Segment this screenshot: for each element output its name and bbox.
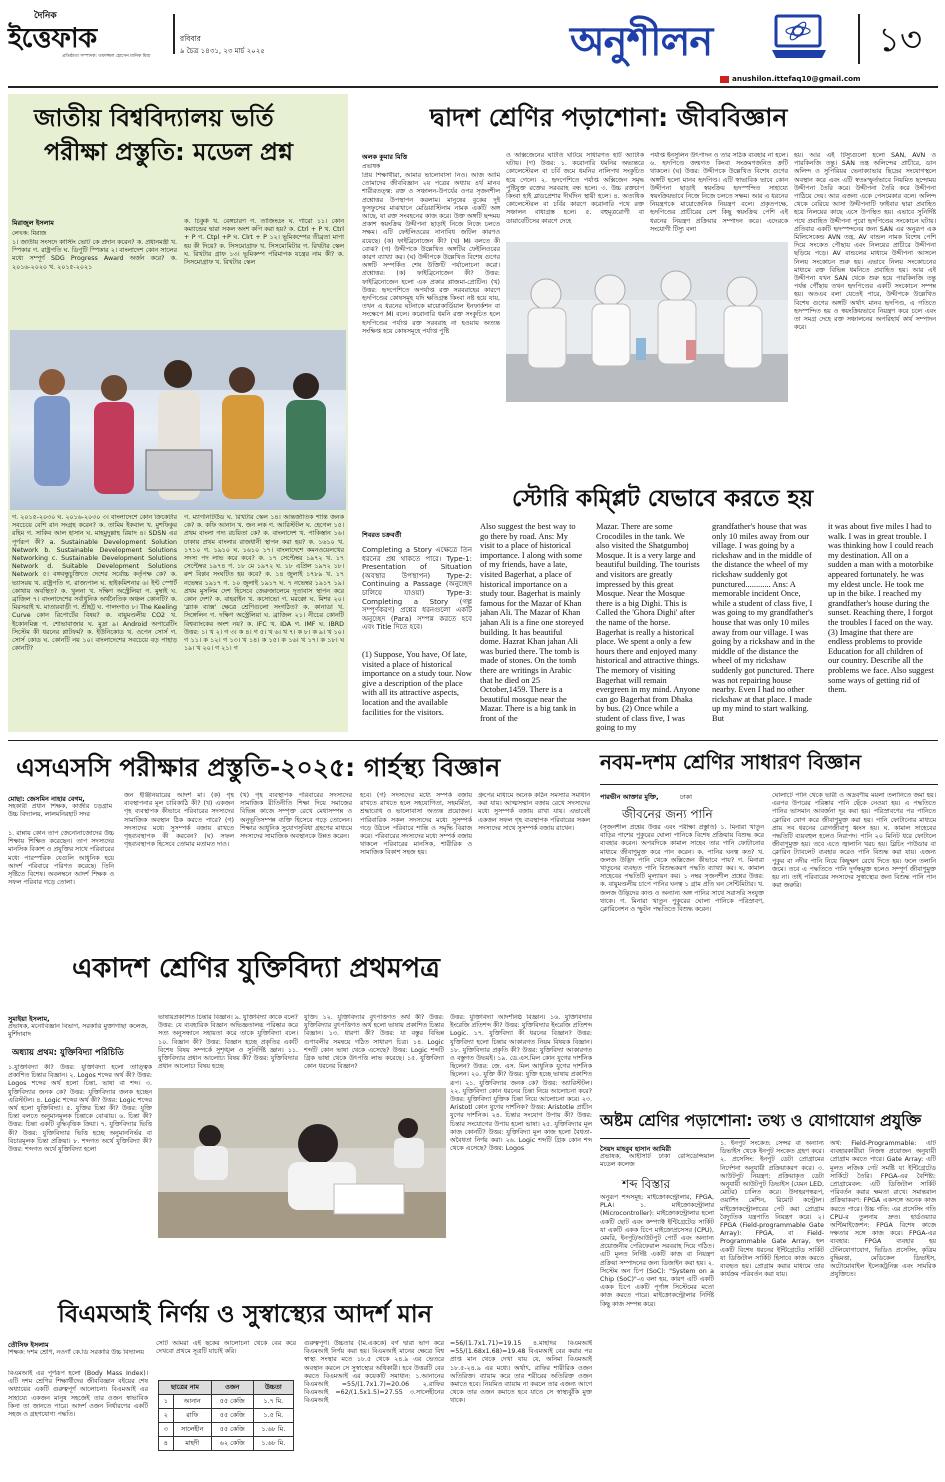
table-cell: ১.৫ মি. — [253, 1409, 293, 1423]
ssc-home-headline: এসএসসি পরীক্ষার প্রস্তুতি-২০২৫: গার্হস্থ্য বিজ্ঞান — [16, 753, 501, 782]
bmi-col2: সেটি আমরা এই ছকের আলোচনা থেকে বের করে দেখবো প্রথমে সূত্রটি যাচাই করি। — [156, 1340, 296, 1356]
logic-author-role: প্রভাষক, মনোবিজ্ঞান বিভাগ, সরকারি মুক্তাগাছা কলেজ, মুর্শিদাবাদ — [8, 1023, 148, 1039]
section-rule-1 — [8, 740, 938, 741]
bmi-author-role: শিক্ষক: দশম শ্রেণি, নওগাঁ কে.ডি সরকারি উচ্চ বিদ্যালয় — [8, 1349, 144, 1356]
science-headline: নবম-দশম শ্রেণির সাধারণ বিজ্ঞান — [600, 750, 862, 774]
table-cell: মাহদী — [173, 1437, 211, 1451]
table-cell: ২ — [159, 1409, 174, 1423]
logic-chapter: অধ্যায় প্রথম: যুক্তিবিদ্যা পরিচিতি — [12, 1048, 124, 1058]
lab-students-illustration — [506, 242, 788, 402]
paper-tagline: প্রতিষ্ঠাতা সম্পাদক: তফাজ্জল হোসেন মানিক মিয়া — [62, 54, 151, 59]
story-col3: Mazar. There are some Crocodiles in the tank. We also visited the Shatgumboj Mosque. It is a very large and beautiful building. The tourists and visitors are greatly impressed by this great Mosque. Near the Mosque there is a big Dighi. This is Called the 'Ghora Dighi' after the name of the horse. Bagerhat is really a historical place. We spent a only a few hours there and enjoyed many historical and attractive things. The memory of visiting Bagerhat will remain evergreen in my mind. Anyone can go Bagerhat from Dhaka by bus. (2) Once while a student of class five, I was going to my — [596, 522, 700, 733]
story-q1: (1) Suppose, You have, Of late, visited a place of historical importance on a study tour. Now give a description of the place with all its attractive aspects, location and the available facilities for the visitors. — [362, 650, 472, 717]
ict-headline-rule — [600, 1138, 750, 1139]
table-cell: ৫৫ কেজি — [211, 1395, 253, 1409]
table-row — [159, 1423, 294, 1437]
paper-brand: ইত্তেফাক — [8, 23, 97, 54]
biology-author: অলক কুমার মিত্তি — [362, 153, 408, 161]
biology-photo-caption-text — [506, 404, 788, 484]
table-cell: ৩ — [159, 1423, 174, 1437]
admission-col2-top: ক. চিকুর্ক খ. বেঙ্গচারণ গ. তাজিংডং ঘ. গারো ১১। কোন কম্যান্ডের দ্বারা সকল অংশ কপি করা হয়? ক. Ctrl + P খ. Ctrl + P গ. Ctpl +P ঘ. Clrt + P ১২। ভূমিকম্পের তীব্রতা মাপা হয় কী দিয়ে? ক. সিসমোগ্রাফ খ. সিসমোমিটার গ. রিখটার স্কেল ঘ. রিখটার গ্রাফ ১৩। ভূমিকম্প পরিমাপক যন্ত্রের নাম কী? ক. সিসমোগ্রাফ খ. রিখটার স্কেল — [184, 218, 344, 267]
page-number-divider — [858, 14, 860, 64]
science-author-role: ঢাকা — [680, 793, 692, 801]
admission-col1-bottom: গ. ২০১৫-২০৩০ ঘ. ২০১৬-২০৩০ ৩। বাংলাদেশে কোন ক্রিকেটার সবচেয়ে বেশি রান সংগ্রহ করেন? ক. তামিম ইকবাল খ. মুশফিকুর রহিম গ. সাকিব আল হাসান ঘ. মাহমুদুল্লাহ রিয়াদ ৪। SDSN এর পূর্ণরূপ কী? a. Sustainable Development Solution Network b. Sustainable Development Solutions Networking c. Sustainable Development Solutions Network d. Suitable Development Solutions Network ৫। বঙ্গবন্ধুচুক্তিতে দেশের সর্বোচ্চ কর্তৃপক্ষ কে? ক. ভ্যাসরয় খ. রাষ্ট্রপতি গ. রাজ্যপাল ঘ. হাইকমিশনার ৬। ইন্ট স্পোর্ট কোথায় অবস্থিত? ক. খুলনা খ. দক্ষিণ অস্ট্রেলিয়া গ. মুম্বাই ঘ. ব্রাজিল ৭। বাংলাদেশের সর্বাধুনিক অর্থনৈতিক অঞ্চল কোনটি? ক. মিরসরাই খ. মাতারবাড়ী গ. শ্রীহট্ট ঘ. পালংগাও ৮। The Keeling Curve কোন রিপোর্টের বিষয়? ক. বায়ুমণ্ডলীয় CO2 খ. ইকোনমিক্স গ. শোভাবাজার ঘ. মুদ্রা ৯। Android অপারেটিং সিস্টেম কী ধরনের প্লাটফর্ম? ক. ইউনিকোড খ. ওপেন সোর্স গ. সোর্স কোড ঘ. কোনটি নয় ১০। বাংলাদেশের সবচেয়ে বড় পাহাড় কোনটি? — [12, 514, 177, 653]
biology-lab-photo — [506, 242, 788, 402]
bmi-col4: =56/(1.7x1.71)=19.15 ৪.মাহদির বিএমআই =55/(1.68x1.68)=19.48 বিএমআই বের করার পর প্রাপ্ত মান থেকে দেখা যায় যে, অনিমা বিএমআই ১৮.৫-২৪.৯ এর মধ্যে। অর্থাৎ, রাফির শারীরিক ওজন অতিরিক্ত। ব্যায়াম করে তার শরীরের অতিরিক্ত ওজন কমাতে হবে। নিয়মিত ব্যায়াম না করলে তার এজন্য আগে থেকে তার ওজন কমাতে হবে যাতে সে স্বাস্থ্যঝুঁকি মুক্ত থাকে। — [450, 1340, 592, 1405]
biology-author-role: প্রভাষক — [362, 163, 381, 170]
ssc-home-col1: ১. রান্নায় কোন তাপ জেনোনাজোদের উচ্চ শিক্ষায় শিক্ষিত করেছেন। তাপ সদস্যদের মানসিক বিকাশ ও প্রযুক্তির সাথে পরিবারের মধ্যে পারস্পরিক যেগুলি আধুনিক হয়ে আদর্শ পরিবারে পরিণত করেছে। তিনি সৃষ্টিতে বিশেষ। অবলম্বনে আদর্শ শিক্ষক ও সফল পরিবার গড়ে তোলা। — [8, 830, 114, 887]
biology-headline: দ্বাদশ শ্রেণির পড়াশোনা: জীববিজ্ঞান — [430, 103, 788, 132]
logic-col2: ভাষায়প্রকাশিত চিন্তার বিজ্ঞান। ৯. যুক্তিবিদ্যা কাকে বলে? উত্তর: যে ব্যবহারিক বিজ্ঞান অভিজ্ঞতালব্ধ পরিষ্কার করে সত্য অনুসন্ধানে সহায়তা করে তাকে যুক্তিবিদ্যা বলে। ১০. বিজ্ঞান কী? উত্তর: বিজ্ঞান হচ্ছে প্রকৃতির একটি বিশেষ বিষয় সম্পর্কে সুশৃঙ্খল ও সুনির্দিষ্ট জ্ঞান। ১১. যুক্তিবিদ্যার প্রধান আলোচ্য বিষয় কী? উত্তর: যুক্তিবিদ্যার প্রধান আলোচ্য বিষয় হচ্ছে — [158, 1014, 298, 1071]
admission-author-role: লেখক: মিরাজ — [12, 230, 47, 237]
story-author: শিবরত চক্রবর্তী — [362, 531, 402, 539]
biology-col3: পর্যাপ্ত ইনসুলিন উৎপাদন ও তার সঠিক ব্যবহার না হলে। ৬. হৃদপিণ্ডে জন্মগত কিংবা সংক্রমণজনিত ক্রটি থাকলে। (ঘ) উত্তর: উদ্দীপকে উল্লেখিত বিশেষ গুণের অঙ্গটি হলো মানব হৃদপিণ্ড। এটি স্বাভাবিক ভাবে কোন উদ্দীপনা ছাড়াই স্বয়ংক্রিয় হৃদস্পন্দিত সাহায্যে স্বয়ংক্রিয়ভাবে নিজে নিজে চলতে সক্ষম। আর এ ধরনের নিয়ন্ত্রণকে মায়োজেনিক নিয়ন্ত্রণ বলে। প্রকৃতপক্ষে, হৃদপিণ্ডের প্রাচীরের বেশ কিছু স্বয়ংক্রিয় পেশি এই ধরনের নিয়ন্ত্রণ প্রক্রিয়ার সম্পাদন করে। এদেরকে সংযোগী টিস্যু বলা — [650, 152, 788, 233]
science-author: পারভীন আক্তার মুক্তি, — [600, 793, 659, 801]
table-cell: ১ — [159, 1395, 174, 1409]
bmi-table-header-row — [159, 1381, 294, 1395]
ict-col1: অনুরূপ শব্দসমূহ: মাইক্রোকন্ট্রোলার, FPGA, PLA। ১. মাইক্রোকন্ট্রোলার (Microcontroller): মাইক্রোকন্ট্রোলার হলো একটি ছোট এবং কম্প্যাক্ট ইন্টিগ্রেটেড সার্কিট যা একটি একক চিপে মাইক্রোপ্রসেসর (CPU), মেমরি, ইনপুট/আউটপুট পোর্ট এবং অন্যান্য প্রয়োজনীয় পেরিফেরাল সরবরাহ দিয়ে গঠিত। এটি মূলত নির্দিষ্ট একটি কাজ বা নিয়ন্ত্রণ প্রক্রিয়া সম্পাদনের জন্য ডিজাইন করা হয়। ২. সিস্টেম অন চিপ (SoC): "System on a Chip (SoC)"-এ বলা হয়, কারণ এটি একটি একক চিপে একটি পূর্ণাঙ্গ সিস্টেমের মতো কাজ করতে পারে। মাইক্রোকন্ট্রোলার নির্দিষ্ট কিছু কাজ সম্পন্ন করে। — [600, 1194, 714, 1308]
exam-hall-illustration — [158, 1088, 446, 1238]
table-cell: ১.৭ মি. — [253, 1395, 293, 1409]
story-col5: it was about five miles I had to walk. I was in great trouble. I was thinking how I could reach my destination. All on a sudden a man with a motorbike appeared fortunately. he was my eldest uncle. He took me up in the bike. I reached my grandfather's house during the sunset. Reaching there, I forgot the troubles I faced on the way. (3) Imagine that there are endless problems to provide Education for all children of our country. Describe all the problems we face. Also suggest some ways of getting rid of them. — [828, 522, 934, 695]
story-col4: grandfather's house that was only 10 miles away from our village. I was going by a rickshaw and in the middle of the distance the wheel of my rickshaw suddenly got punctured............ Ans: A memorable incident Once, while a student of class five, I was going to my grandfather's house that was only 10 miles away from our village. I was going by a rickshaw and in the middle of the distance the wheel of my rickshaw suddenly got punctured. There was not repairing house nearby. Even I had no other rickshaw at that place. I made up my mind to start walking. But — [712, 522, 815, 723]
section-title: অনুশীলন — [570, 18, 713, 65]
bmi-table-header: ছাত্রের নাম — [159, 1381, 212, 1395]
logic-exam-photo — [158, 1088, 446, 1238]
ssc-home-col5: গ্রুপের মাধ্যমে অনেক কঠিন সমস্যার সমাধান করা যায়। আত্মসম্মান বজায় রেখে সদস্যদের মধ্যে সুসম্পর্ক বজায় রাখা যায়। এভাবেই একজন সফল গৃহ ব্যবস্থাপক পরিবারের সকল সদস্যদের সাথে সুসম্পর্ক বজায় রাখেন। — [478, 792, 590, 832]
laptop-science-icon — [770, 12, 828, 62]
story-article — [358, 478, 938, 738]
masthead — [0, 0, 945, 84]
table-cell: ৬২ কেজি — [211, 1437, 253, 1451]
ict-subhead: শব্দ বিস্তার — [622, 1177, 671, 1191]
admission-headline-line1: জাতীয় বিশ্ববিদ্যালয় ভর্তি — [34, 104, 274, 132]
ssc-home-author-role: সহকারী প্রধান শিক্ষক, কাজীর চড়গ্রাম উচ্চ বিদ্যালয়, লালমনিরহাট সদর — [8, 803, 112, 819]
story-headline: স্টোরি কম্প্লিট যেভাবে করতে হয় — [512, 486, 814, 512]
bmi-author: তৌসিফ ইসলাম — [8, 1341, 49, 1349]
ict-col2: ১. ইনপুট সংকেত: সেন্সর বা অন্যান্য ডিভাইস থেকে ইনপুট সংকেত গ্রহণ করে। ২. প্রসেসিং: ইনপুট ডেটা প্রোগ্রামের নির্দেশনা অনুযায়ী প্রক্রিয়াকরণ করে। ৩. আউটপুট নিয়ন্ত্রণ: প্রক্রিয়াকৃত ডেটা অনুযায়ী আউটপুট ডিভাইস (যেমন LED, মোটর) চালিত করে। উদাহরণস্বরূপ, ওয়াশিং মেশিন, রিমোট কন্ট্রোল। মাইক্রোকন্ট্রোলারের পেট করা প্রোগ্রাম বৈদ্যুতিক যন্ত্রপাতি নিয়ন্ত্রণ করে। ২। FPGA (Field-programmable Gate Array): FPGA, বা Field-Programmable Gate Array, হল একটি বিশেষ ধরনের ইন্টিগ্রেটেড সার্কিট যা ডিজিটাল সার্কিট হিসাবে কাজ করতে ব্যবহৃত হয়। প্রোগ্রাম করার মাধ্যমে তার কার্যক্রম পরিবর্তন করা যায়। — [720, 1140, 824, 1279]
ssc-home-article — [8, 744, 593, 940]
bmi-table — [158, 1380, 294, 1451]
admission-panel — [8, 94, 348, 732]
issue-day: রবিবার — [180, 34, 201, 43]
admission-author: মিরাজুল ইসলাম — [12, 219, 54, 227]
bmi-headline: বিএমআই নির্ণয় ও সুস্বাস্থ্যের আদর্শ মান — [58, 1300, 433, 1328]
logic-col3: যুক্তি। ১২. যুক্তিবিদ্যার বুৎপত্তিগত অর্থ কী? উত্তর: যুক্তিবিদ্যার বুৎপত্তিগত অর্থ হলো ভাষায় প্রকাশিত চিন্তার বিজ্ঞান। ১৩. ধারণা কী? উত্তর: যা বস্তুর বিভিন্ন গুণাবলীর সমন্বয়ে গঠিত সাধারণ চিত্র। ১৪. Logic শব্দটি কোন ভাষা থেকে এসেছে? উত্তর: Logic শব্দটি গ্রিক ভাষা থেকে উৎপত্তি লাভ করেছে। ১৫. যুক্তিবিদ্যা কোন ধরনের বিজ্ঞান? — [304, 1014, 444, 1071]
bmi-col1: বিএমআই এর পূর্ণরূপ হলো (Body Mass Index)। এটি দশম শ্রেণির শিক্ষার্থীদের জীববিজ্ঞান বইয়ের শেষ অধ্যায়ের একটি গুরুত্বপূর্ণ আলোচনা। বিএমআই এর সাহায্যে একজন মানুষ সহজেই তার ওজন স্বাভাবিক কিনা তা জানতে পারে। আদর্শ ওজন নির্ধারণের একটি সহজ ও গ্রহণযোগ্য পদ্ধতি। — [8, 1370, 148, 1419]
table-cell: আনান — [173, 1395, 211, 1409]
paper-brand-small: দৈনিক — [34, 11, 57, 21]
ict-author-role: প্রভাষক, আইসিটি ঢাকা রেসিডেন্সিয়াল মডেল কলেজ — [600, 1153, 714, 1169]
table-cell: ১.৬৮ মি. — [253, 1423, 293, 1437]
biology-col4: হয়। আর এই টিস্যুগুলো হলো SAN, AVN ও পারকিনজি তন্তু। SAN তন্ত্র অলিন্দের প্রাচীরে, ডান অলিন্দ ও সুপিরিয়র ভেনাক্যাভার ছিদ্রের সংযোগস্থলে অবস্থান করে এবং এটি স্বতঃস্ফূর্তভাবে নিয়মিত ছন্দোময় উদ্দীপনা তৈরি করে। উদ্দীপনা তৈরি করে উদ্দীপনা পাঠিয়ে দেয়। আর এজন্য একে পেসমেকার বলে। অলিন্দ থেকে বেরিয়ে আসা উদ্দীপনাটি ফাইবার দ্বারা প্রবাহিত হয়ে নিলয়ের কাছে এসে উপস্থিত হয়। এভাবে সুনির্দিষ্ট পথে প্রবাহিত উদ্দীপনা পুরো হৃদপিণ্ডের সংকোচন ঘটায়। প্রতিবার একটি হৃদস্পন্দনের জন্য SAN এর অনুরূপ এক মিলিসেকেন্ড AVN তন্ত্র, AV বান্ডল নামক বিশেষ পেশি দিয়ে সংকেত পৌছায় এবং নিলয়ের প্রাচীরে উদ্দীপনা ছড়িয়ে পড়ে। AV বান্ডলের মাধ্যমে উদ্দীপনা আসলে নিলয় সংকোচন শুরু হয়। এভাবে নিলয় সংকোচনের মাধ্যমে রক্ত বিভিন্ন ধমনিতে প্রবাহিত হয়। আর এই উদ্দীপনা যখন SAN থেকে শুরু হয়ে পারকিনজি তন্তু পর্যন্ত পৌঁছায় তখন হৃদপিণ্ডের একটি সংকোচন সম্পন্ন হয়। অতএব বলা যেতেই পারে, উদ্দীপকে উল্লেখিত বিশেষ গুণের অঙ্গটি অর্থাৎ মানব হৃদপিণ্ড, এ গতিতে হৃদস্পন্দিত হয় ও স্বয়ংক্রিয়ভাবে নিয়ন্ত্রণ করে চলে এবং তা সমগ্র দেহে রক্ত সঞ্চালনের অপরিহার্য কার্য সম্পাদন করে। — [794, 152, 936, 332]
bmi-col3: গুরুত্বপূর্ণ। উচ্চতার (মি.এককে) বর্গ দ্বারা ভাগ করে বিএমআই নির্ণয় করা হয়। বিএমআই মানের ক্ষেত্রে বিশ্ব স্বাস্থ্য সংস্থার মতে ১৮.৫ থেকে ২৪.৯ এর ভেতরে অবস্থান করলে সে সুস্বাস্থ্যের অধিকারী। হবে উত্তরটি বের করতে বিএমআই এর কয়েকটি সমাধান: ১.আনানের বিএমআই =55/(1.7x1.7)=20.06 ২.রাফির বিএমআই =62/(1.5x1.5)=27.55 ৩.সালেহীনের বিএমআই — [304, 1340, 444, 1405]
science-headline-rule — [600, 784, 938, 785]
bmi-table-header: ওজন — [211, 1381, 253, 1395]
table-cell: ৫৫ কেজি — [211, 1423, 253, 1437]
admission-students-photo — [10, 330, 346, 510]
masthead-bottom-rule — [8, 86, 938, 88]
logic-headline: একাদশ শ্রেণির যুক্তিবিদ্যা প্রথমপত্র — [72, 953, 440, 984]
science-col2: ঘোলাটে পানি থেকে ভারী ও অদ্রবণীয় ময়লা তলানিতে জমা হয়। এরপর উপরের পরিষ্কার পানি ছেঁকে নেওয়া হয়। এ পদ্ধতিতে পানির ভাসমান আবর্জনা দূর করা হয়। পরিস্রাবণের পর পানিতে ক্লোরিন যোগ করে জীবাণুমুক্ত করা হয়। পানি ফোটানোর মাধ্যমে প্রায় সব ধরনের রোগজীবাণু ধ্বংস হয়। ঘ. কামাল সাহেবের পদ্ধতিটি ব্যয়বহুল হলেও নিরাপদ। পানি ২০ মিনিট ধরে ফোটালে জীবাণুমুক্ত হয়। তবে এতে জ্বালানি খরচ হয়। ব্লিচিং পাউডার বা ক্লোরিন ট্যাবলেট ব্যবহার করেও পানি বিশুদ্ধ করা যায়। এজন্য পুকুর বা নদীর পানি নিয়ে কিছুক্ষণ রেখে দিতে হয়। ফলে তলানি জমে। তবে এ পদ্ধতিতে পানি দুর্গন্ধমুক্ত হলেও সম্পূর্ণ জীবাণুমুক্ত হয় না। তাই পরিবারের সদস্যদের সুস্বাস্থ্যের জন্য বিশুদ্ধ পানি পান করা জরুরি। — [772, 792, 936, 890]
biology-col1: প্রিয় শিক্ষার্থীরা, আমার ভালোবাসা নিও। আজ আমি তোমাদের জীববিজ্ঞান ২য় পত্রের অধ্যায় ৪র্থ মানব শারীরতত্ত্ব: রক্ত ও সঞ্চালন-উপর্যের ওপর সৃজনশীল প্রশ্নোত্তর উপস্থাপন করলাম। মানুষের বুকের দুই ফুসফুসের মাঝখানে মেডিয়াস্টিনাম নামক একটি অঙ্গ আছে, যা রক্ত সংবহনের কাজ করে। উক্ত অঙ্গটি ছন্দময় প্রকাশ স্বয়ংক্রিয় উদ্দীপনা ছাড়াই নিজে নিজে চলতে সক্ষম। এটি ফেইলিওরের নানাবিধ জটিল কারণও রয়েছে। (ক) ফাইব্রিনোজেন কী? (খ) MI বলতে কী বোঝ? (গ) উদ্দীপকে উল্লেখিত অঙ্গটির ফেইলিওরের কারণ ব্যাখ্যা কর। (ঘ) উদ্দীপকে উল্লেখিত বিশেষ গুণের অঙ্গটি সম্পর্কিত শেষ উক্তিটি পর্যালোচনা করো। প্রশ্নোত্তর: (ক) ফাইব্রিনোজেন কী? উত্তর: ফাইব্রিনোজেন হলো এক প্রকার প্লাজমা-প্রোটিন। (খ) উত্তর: হৃদপেশিতে অপর্যাপ্ত রক্ত সরবরাহের কারণে হৃদপিণ্ডের কোষসমূহ যদি ক্ষতিগ্রস্ত কিংবা নষ্ট হয়ে যায়, তখন এ ধরনের ঘটনাকে মায়োকার্ডিয়াল ইনফার্কশন বা সংক্ষেপে MI বলে। করোনারি ধমনি রক্ত সংকুচিত হলে হৃদপিণ্ডের পর্যাপ্ত রক্ত সরবরাহ না হওয়ায় অত্যন্ত সংক্ষিপ্ত হয়ে কোষসমূহে পর্যাপ্ত পুষ্টি — [362, 172, 500, 335]
biology-col2: ও অক্সিজেনের ঘাটতি ঘটিয়ে সাধারণত হার্ট অ্যাটাক ঘটায়। (গ) উত্তর: ১. করোনারি ধমনির অভ্যন্তরে কোলেস্টেরল বা চর্বি জমে ধমনির নালিপথ সংকুচিত হয়ে গেলে। ২. হৃদপেশিতে পর্যাপ্ত অক্সিজেন সমৃদ্ধ পুষ্টিযুক্ত রক্তের সরবরাহ বন্ধ হলে। ৩. উচ্চ রক্তচাপ কিংবা হাই ব্লাডপ্রেশার দীর্ঘদিন স্থায়ী হলে। ৪. অত্যধিক কোলেস্টেরল বা চর্বির কারণে করোনারি পথে রক্ত সঞ্চালন বাধাগ্রস্ত হলে। ৫. বহুমূত্ররোগী বা ডায়াবেটিসের কারণে দেহে — [506, 152, 644, 225]
table-cell: ৪ — [159, 1437, 174, 1451]
page-number: ১৩ — [878, 20, 923, 60]
bmi-table-header: উচ্চতা — [253, 1381, 293, 1395]
email-icon — [720, 76, 729, 83]
issue-date: ৯ চৈত্র ১৪৩১, ২৩ মার্চ ২০২৫ — [180, 47, 265, 55]
table-cell: ১.৬৮ মি. — [253, 1437, 293, 1451]
admission-headline-line2: পরীক্ষা প্রস্তুতি: মডেল প্রশ্ন — [44, 138, 294, 166]
story-col2: Also suggest the best way to go there by road. Ans: My visit to a place of historical importance. I along with some of my friends, have a late, visited Bagerhat, a place of historical importance on a study tour. Bagerhat is mainly famous for the Mazar of Khan jahan Ali. The Mazar of Khan jahan Ali is a fine one storeyed building. It has beautiful dome. Hazrat Khan jahan Ali was buried there. The tomb is made of stones. On the tomb there are writings in Arabic that he died on 25 October,1459. There is a beautiful mosque near the Mazar. There is a big tank in front of the — [480, 522, 584, 723]
logic-col1: ১.যুক্তিবিদ্যা কী? উত্তর: যুক্তিবিদ্যা হলো তাত্ত্বিক প্রকাশিত চিন্তার বিজ্ঞান। ২. Logos শব্দের অর্থ কী? উত্তর: Logos শব্দের অর্থ হলো চিন্তা, ভাষা বা শব্দ। ৩. যুক্তিবিদ্যার জনক কে? উত্তর: যুক্তিবিদ্যার জনক হচ্ছেন এরিস্টটল। ৪. Logic শব্দের অর্থ কী? উত্তর: Logic শব্দের অর্থ হলো যুক্তিবিদ্যা। ৫. যুক্তির চিন্তা কী? উত্তর: যুক্তি চিন্তা বলতে অনুমানমূলক চিন্তাকে বোঝায়। ৬. চিন্তা কী? উত্তর: চিন্তা একটি বুদ্ধিবৃত্তিক ক্রিয়া। ৭. যুক্তিবিদ্যার ভিত্তি কী? উত্তর: যুক্তিবিদ্যার ভিত্তি হচ্ছে অনুমাননির্ভর বা বিচারমূলক চিন্তা প্রক্রিয়া। ৮. শব্দগত অর্থে যুক্তিবিদ্যা কী? উত্তর: শব্দগত অর্থে যুক্তিবিদ্যা হলো — [8, 1064, 152, 1154]
logic-article — [8, 942, 593, 1292]
logic-col4: উত্তর: যুক্তিবিদ্যা আদর্শনিষ্ঠ বিজ্ঞান। ১৬. যুক্তিবিদ্যার ইংরেজি প্রতিশব্দ কী? উত্তর: যুক্তিবিদ্যার ইংরেজি প্রতিশব্দ Logic. ১৭. যুক্তিবিদ্যা কী ধরনের বিজ্ঞান? উত্তর: যুক্তিবিদ্যা হলো চিন্তার আকারগত নিয়ম বিষয়ক বিজ্ঞান। ১৮. যুক্তিবিদ্যার প্রকৃতি কী? উত্তর: যুক্তিবিদ্যা আকারগত ও বস্তুগত উভয়ই। ১৯. ডে.এস.মিল কোন যুগের দার্শনিক ছিলেন? উত্তর: জে. এস. মিল আধুনিক যুগের দার্শনিক ছিলেন। ২০. যুক্তি কী? উত্তর: যুক্তি হচ্ছে ভাষায় প্রকাশিত রূপ। ২১. যুক্তিবিদ্যার জনক কে? উত্তর: অ্যারিস্টটল। ২২. যুক্তিবিদ্যা কোন ধরনের চিন্তা নিয়ে আলোচনা করে? উত্তর: যুক্তিবিদ্যা যুক্তিক চিন্তা নিয়ে আলোচনা করে। ২৩. Aristotl কোন যুগের দার্শনিক? উত্তর: Aristotle প্রাচীন যুগের দার্শনিক। ২৪. চিন্তার সংযোগ উপায় কী? উত্তর: চিন্তার সংযোগের উপায় হলো ভাষা। ২৫. যুক্তিবিদ্যার মূল কাজ কোনটি? উত্তর: যুক্তিবিদ্যা মূল কাজ হলো বৈধতা-অবৈধতা নির্ণয় করা। ২৬. Logic শব্দটি গ্রিক কোন শব্দ থেকে এসেছে? উত্তর: Logos — [450, 1014, 592, 1153]
table-row — [159, 1409, 294, 1423]
table-cell: ৫৫ কেজি — [211, 1409, 253, 1423]
table-cell: সালেহীন — [173, 1423, 211, 1437]
science-subhead: জীবনের জন্য পানি — [622, 807, 713, 821]
admission-col2-bottom: গ. ম্যাগনিটিউড ঘ. রিখটার স্কেল ১৪। আন্তর্জাতিক শান্তি জনক কে? ক. কফি আনান খ. জন লক গ. আরিস্টটল ঘ. হেগেল ১৫। প্রথম বাংলা গদ্য রচয়িতা কে? ক. বাংলাদেশ খ. পাকিস্তান ১৬। ঢাকায় প্রথম বাংলার রাজধানী স্থাপন করা হয়? ক. ১৬১০ খ. ১৭১০ গ. ১৯১০ ঘ. ১৬১০ ১৭। বাংলাদেশে কমনওয়েলথের সদস্য পদ লাভ করে কবে? ক. ১৭ সেপ্টেম্বর ১৯৭২ খ. ১৭ সেপ্টেম্বর ১৯৭৪ গ. ১৮ মে ১৯৭২ ঘ. ১৮ এপ্রিল ১৯৭২ ১৮। রুশ বিপ্লব সংঘটিত হয় কবে? ক. ১৪ জুলাই ১৭৮৯ খ. ১৭ নভেম্বর ১৯১৭ গ. ১০ জুলাই ১৯১৭ ঘ. ৭ নভেম্বর ১৯১৭ ১৯। প্রথম মুসলিম দেশ হিসেবে জেরুজালেমে দূতাবাস স্থাপন করে কোন দেশ? ক. বাহরাইন খ. কসোভো গ. মরক্কো ঘ. মিশর ২০। 'ব্ল্যাক ব্যাক্স' ক্ষেত্রে শ্রেণিগুলো সংগঠিত? ক. কানাডা খ. সিঙ্গেলিন গ. দক্ষিণ অস্ট্রেলিয়া ঘ. ব্রাজিল ২১। নীচের কোনটি বিশ্বব্যাংকের অংশ নয়? ক. IFC খ. IDA গ. IMF ঘ. IBRD উত্তর: ১। খ ২। গ ৩। ক ৪। গ ৫। খ ৬। খ ৭। ক ৮। ক ৯। খ ১০। গ ১১। ক ১২। গ ১৩। খ ১৪। ক ১৫। ক ১৬। খ ১৭। ক ১৮। ঘ ১৯। খ ২০। গ ২১। গ — [184, 514, 344, 653]
ssc-home-col4: হবে। (গ) সদস্যদের মধ্যে সম্পর্ক বজায় রাখতে রাখতে হলে সহযোগিতা, সহমর্মিতা, শ্রদ্ধাবোধ ও ভালোবাসা অত্যন্ত প্রয়োজন। পারিবারিক সকল সদস্যদের মধ্যে সুসম্পর্ক গড়ে উঠলে পরিবারে শান্তি ও সমৃদ্ধি বিরাজ করে। পরিবারের সদস্যদের মধ্যে সম্পর্ক বজায় থাকলে পরিবারের মানসিক, শারীরিক ও সামাজিক বিকাশ সহজ হয়। — [360, 792, 472, 857]
masthead-divider — [173, 14, 175, 54]
table-cell: রাফি — [173, 1409, 211, 1423]
ssc-home-col3: (খ) গৃহ ব্যবস্থাপক পরিবারের সদস্যদের সামাজিক রীতিনীতি শিক্ষা দিয়ে সমাজের বিভিন্ন কাজে সম্পৃক্ত রেখে মেধাসম্পন্ন ও অনুভূতিসম্পন্ন ব্যক্তি হিসেবে গড়ে তোলেন। শিক্ষার আধুনিক সুযোগসুবিধা গ্রহণের মাধ্যমে সদস্যদের সামাজিক অবস্থানকে উন্নত করেন। — [240, 792, 352, 841]
logic-author: সুমাইয়া ইসলাম, — [8, 1015, 50, 1023]
science-col1: (সৃজনশীল প্রশ্নের উত্তর এবং পরীক্ষা প্রস্তুতি) ১. মিনারা খাতুন বাড়ির পাশের পুকুরের ঘোলা পানিকে বিশেষ প্রক্রিয়ায় বিশুদ্ধ করে ব্যবহার করেন। অপরদিকে কামাল সাহেব তার পানি ফোটানোর মাধ্যমে জীবাণুমুক্ত করে পান করেন। ক. পানির ঘনত্ব কত? খ. জলজ উদ্ভিদ পানি থেকে অক্সিজেন কীভাবে পায়? গ. মিনারা খাতুনের ব্যবহৃত পানি বিশুদ্ধকরণ পদ্ধতি ব্যাখ্যা কর। ঘ. কামাল সাহেবের পদ্ধতিটি মূল্যায়ন কর। ১ নম্বর সৃজনশীল প্রশ্নের উত্তর: ক. বায়ুমণ্ডলীয় চাপে পানির ঘনত্ব ১ গ্রাম প্রতি ঘন সেন্টিমিটার। খ. জলজ উদ্ভিদের কাণ্ড ও অন্যান্য অঙ্গ পানির সাথে সরাসরি সংযুক্ত থাকে। গ. মিনারা খাতুন পুকুরের ঘোলা পানিকে পরিস্রাবণ, ক্লোরিনেশন ও স্ফুটন পদ্ধতিতে বিশুদ্ধ করেন। — [600, 824, 764, 914]
table-row — [159, 1437, 294, 1451]
bmi-article — [8, 1294, 593, 1476]
section-logo — [570, 10, 830, 66]
contact-email: anushilon.ittefaq10@gmail.com — [732, 74, 861, 83]
ict-headline: অষ্টম শ্রেণির পড়াশোনা: তথ্য ও যোগাযোগ প্রযুক্তি — [600, 1111, 922, 1130]
story-intro: Completing a Story এক্ষেত্রে তিন ধরনের প্রশ্ন থাকতে পারে। Type-1: Presentation of Situation (অবস্থার উপস্থাপন) Type-2: Continuing a Passage (অনুচ্ছেদ চালিয়ে যাওয়া) Type-3: Completing a Story (গল্প সম্পূর্ণকরণ) প্রশ্নের ধরনগুলো একটি অনুচ্ছেদ (Para) সম্পন্ন করতে হবে এবং Title দিতে হবে। — [362, 546, 472, 632]
science-article — [600, 744, 938, 1100]
admission-col1-top: ১। জাতীয় সংসদে কাস্টিং ভোট কে প্রদান করেন? ক. প্রধানমন্ত্রী খ. স্পিকার গ. রাষ্ট্রপতি ঘ. ডিপুটি স্পিকার ২। বাংলাদেশ কোন সালের মধ্যে সম্পূর্ণ SDG Progress Award অর্জন করে? ক. ২০১৬-২০২০ খ. ২০১৫-২০২১ — [12, 239, 177, 271]
students-illustration — [10, 330, 346, 510]
table-row — [159, 1395, 294, 1409]
ict-author: সৈয়দ মাহবুব হাসান আমিরী — [600, 1145, 671, 1153]
ict-article — [600, 1104, 938, 1476]
ict-col3: অর্থ: Field-Programmable: এটি ব্যবহারকারীরা নিজস্ব প্রয়োজন অনুযায়ী প্রোগ্রাম করতে পারে। Gate Array: এটি মূলত লজিক গেট সমষ্টি যা ইন্টিগ্রেটেড সার্কিটে তৈরি। FPGA-এর বৈশিষ্ট্য: প্রোগ্রামেবল: এটি ডিজিটাল সার্কিট পরিবর্তন করার ক্ষমতা রাখে। সমান্তরাল প্রক্রিয়াকরণ: FPGA একসঙ্গে অনেক কাজ করতে পারে। উচ্চ গতি: এর প্রসেসিং গতি CPU-র তুলনায় দ্রুত। হার্ডওয়্যার অপ্টিমাইজেশন: FPGA বিশেষ কাজে দক্ষতার সঙ্গে কাজ করে। FPGA-এর ব্যবহার: FPGA ব্যবহার হয় টেলিযোগাযোগ, ভিডিও প্রসেসিং, কৃত্রিম বুদ্ধিমত্তা, মেডিকেল ডিভাইস, অটোমোবাইল ইলেকট্রনিক্স এবং সামরিক প্রযুক্তিতে। — [830, 1140, 936, 1279]
ssc-home-col2: জন ইঞ্জিনিয়ারের আদর্শ মা। (ক) গৃহ ব্যবস্থাপনার মূল চাবিকাঠি কী? (খ) একজন গৃহ ব্যবস্থাপক কীভাবে পরিবারের সদস্যদের সামাজিক অবস্থান ঠিক করতে পারে? (গ) সদস্যদের মধ্যে সুসম্পর্ক বজায় রাখতে গৃহব্যবস্থাপক কী করবেন? (ঘ) সফল গৃহব্যবস্থাপক হিসেবে তোমার মতামত দাও। — [124, 792, 234, 849]
ssc-home-author: মোছা: জেসমিন নাহার বেগম, — [8, 795, 85, 803]
